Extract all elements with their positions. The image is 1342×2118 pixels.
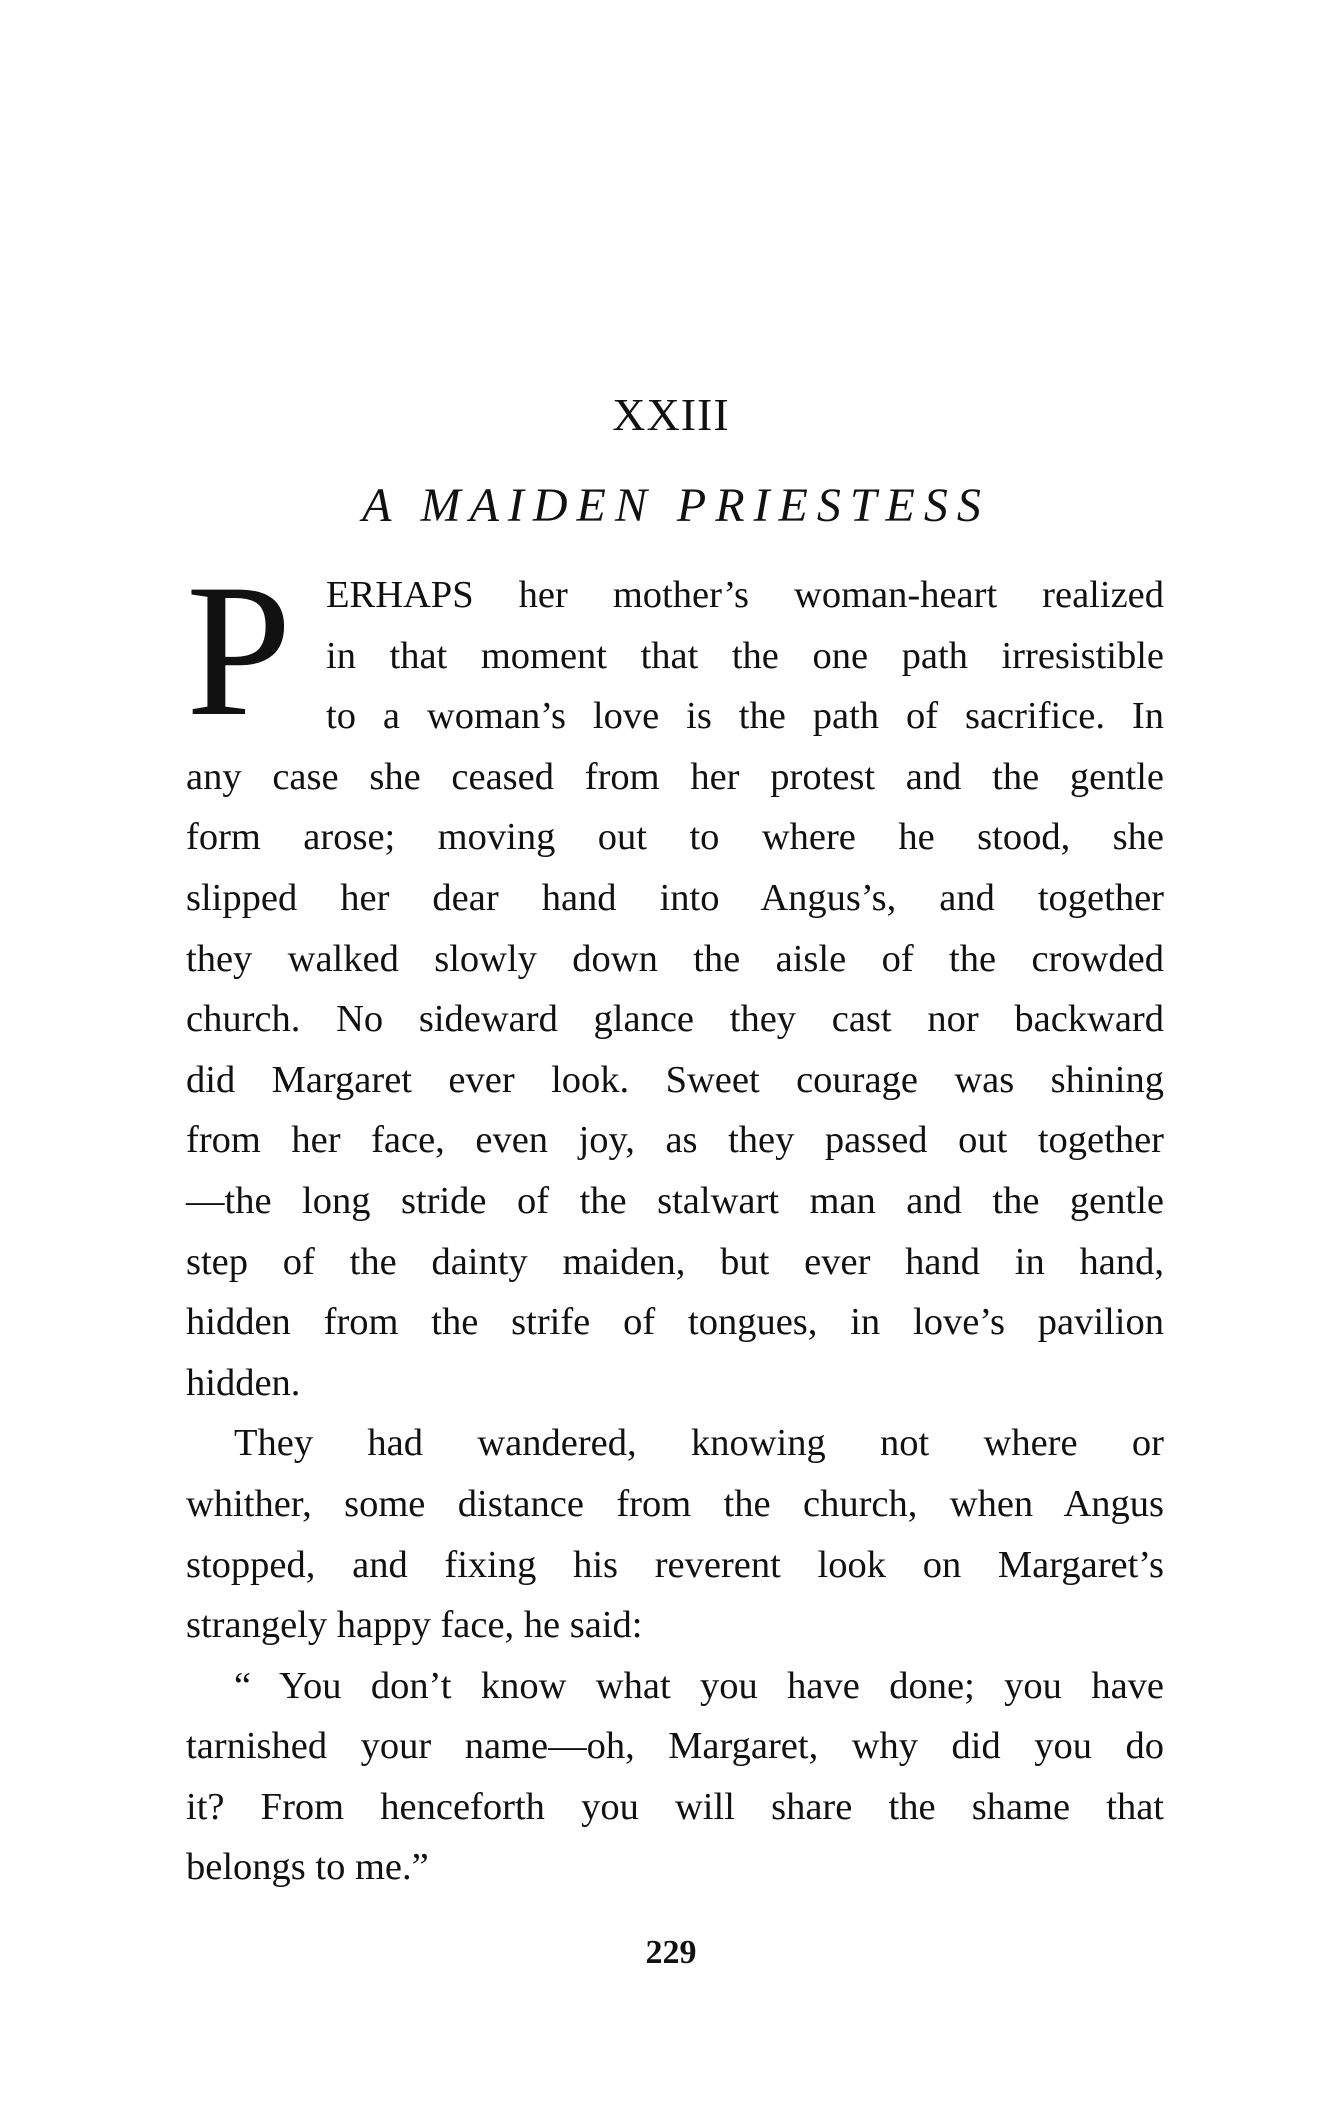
text-line: it? From henceforth you will share the shame that <box>186 1785 1164 1828</box>
text-line: step of the dainty maiden, but ever hand in hand, <box>186 1240 1164 1283</box>
text-line: form arose; moving out to where he stood, she <box>186 816 1164 859</box>
text-line: to a woman’s love is the path of sacrifice. In <box>326 695 1164 738</box>
page-number: 229 <box>645 1934 697 1971</box>
text-line: hidden. <box>186 1361 301 1404</box>
text-line: slipped her dear hand into Angus’s, and together <box>186 876 1164 919</box>
text-line: They had wandered, knowing not where or <box>234 1422 1164 1465</box>
text-line: strangely happy face, he said: <box>186 1604 643 1647</box>
text-line: they walked slowly down the aisle of the crowded <box>186 937 1164 980</box>
text-line: whither, some distance from the church, when Angus <box>186 1482 1164 1525</box>
text-line: stopped, and fixing his reverent look on Margaret’s <box>186 1543 1164 1586</box>
paragraph-3 <box>186 1656 1164 1898</box>
text-line: “ You don’t know what you have done; you have <box>234 1664 1164 1707</box>
text-line: from her face, even joy, as they passed out together <box>186 1119 1164 1162</box>
chapter-number: XXIII <box>612 389 730 440</box>
text-line: any case she ceased from her protest and the gentle <box>186 755 1164 798</box>
text-line: church. No sideward glance they cast nor backward <box>186 998 1164 1041</box>
text-line: ERHAPS her mother’s woman-heart realized <box>326 574 1164 616</box>
paragraph-1 <box>186 546 1164 1413</box>
text-line: —the long stride of the stalwart man and the gentle <box>186 1179 1164 1222</box>
text-line: belongs to me.” <box>186 1846 429 1889</box>
paragraph-2 <box>186 1413 1164 1655</box>
chapter-title: A MAIDEN PRIESTESS <box>362 479 990 532</box>
text-line: hidden from the strife of tongues, in love’s pavilion <box>186 1301 1164 1344</box>
text-line: tarnished your name—oh, Margaret, why did you do <box>186 1725 1164 1768</box>
text-line: in that moment that the one path irresistible <box>326 634 1164 677</box>
drop-cap: P <box>186 546 292 756</box>
body-text <box>186 546 1164 1898</box>
text-line: did Margaret ever look. Sweet courage was shining <box>186 1058 1164 1101</box>
